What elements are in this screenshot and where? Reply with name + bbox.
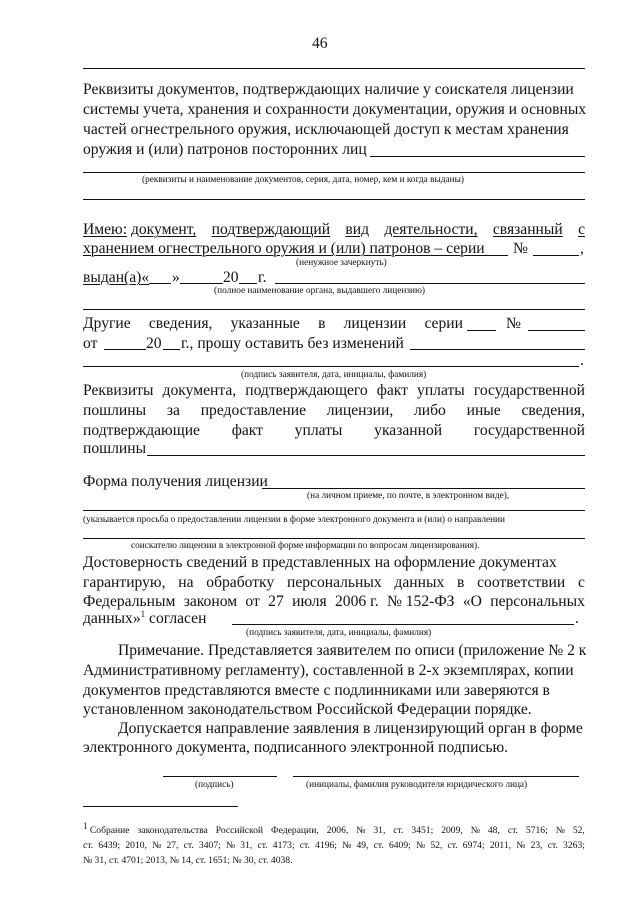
footnote-word: 2010, <box>125 840 147 851</box>
duty-word: государственной <box>473 382 585 399</box>
duty-word: сведения, <box>521 402 585 419</box>
other-series-fill <box>467 330 496 331</box>
footnote-word: законодательства <box>137 825 208 836</box>
footnote-word: 5716; <box>525 825 548 836</box>
footnote-word: ст. <box>183 840 194 851</box>
top-line <box>83 68 585 69</box>
other-year-fill <box>163 349 180 350</box>
consent-period: . <box>575 610 579 627</box>
consent-word: 2006 г. <box>335 593 379 610</box>
other-fill-2 <box>83 366 579 367</box>
duty-line-3 <box>83 423 585 439</box>
requisites-fill-line <box>370 156 585 157</box>
issued-prefix <box>83 270 149 286</box>
duty-word: лицензии, <box>326 402 394 419</box>
consent-word: гарантирую, <box>83 574 166 591</box>
issued-month-fill <box>180 283 223 284</box>
footnote-word: № <box>225 840 236 851</box>
other-word: Другие <box>83 315 131 332</box>
footnote-word: 3407; <box>198 840 221 851</box>
requisites-line-4: оружия и (или) патронов посторонних лиц <box>83 141 367 158</box>
footnote-word: 23, <box>530 840 543 851</box>
have-word: связанный <box>492 221 563 238</box>
have-line-1 <box>83 222 585 238</box>
consent-agree-word: согласен <box>145 610 207 627</box>
other-word: в <box>318 315 326 332</box>
duty-word: иные <box>466 402 501 419</box>
footnote-word: ст. <box>393 825 404 836</box>
consent-word: законом <box>183 593 238 610</box>
duty-word: документа, <box>162 382 237 399</box>
consent-word: в <box>457 574 465 591</box>
issuer-fill <box>275 283 585 284</box>
other-number-sign: № <box>506 315 521 332</box>
duty-word: уплаты <box>294 422 343 439</box>
duty-fill <box>147 455 585 456</box>
have-series-text: хранением огнестрельного оружия и (или) патронов – серии <box>83 240 485 257</box>
other-fill <box>410 349 585 350</box>
footnote-word: № <box>415 840 426 851</box>
footnote-word: № <box>470 825 480 836</box>
footnote-word: ст. <box>257 840 268 851</box>
duty-word: пошлины <box>83 402 147 419</box>
consent-word: на <box>178 574 194 591</box>
footnote-word: 3263; <box>563 840 585 851</box>
footnote-line-2 <box>83 841 585 851</box>
note-line-2: Административному регламенту), составленной в 2-х экземплярах, копии <box>83 662 574 679</box>
consent-line-1: Достоверность сведений в представленных на оформление документах <box>83 554 557 571</box>
footnote-word: ст. <box>299 840 310 851</box>
name-caption: (инициалы, фамилия руководителя юридического лица) <box>306 780 528 790</box>
other-tail: г., прошу оставить без изменений <box>181 335 404 352</box>
footnote-word: 31, <box>240 840 253 851</box>
footnote-word: Российской <box>215 825 264 836</box>
form-fill <box>262 488 585 489</box>
consent-word: № 152-ФЗ <box>386 593 455 610</box>
note-line-6: электронного документа, подписанного электронной подписью. <box>83 739 509 756</box>
consent-word: персональных <box>490 593 585 610</box>
issued-quote-close: » <box>172 269 180 286</box>
footnote-marker: 1 <box>140 608 146 619</box>
form-caption-3: соискателю лицензии в электронной форме информации по вопросам лицензирования). <box>131 541 480 551</box>
duty-word: Реквизиты <box>83 382 154 399</box>
issued-year-suffix: г. <box>258 269 267 286</box>
footnote-word: Собрание <box>89 825 130 837</box>
footnote-word: 6974; <box>462 840 485 851</box>
form-caption-2: (указывается просьба о предоставлении лицензии в форме электронного документа и (или) о направлении <box>83 515 506 525</box>
requisites-line-3: частей огнестрельного оружия, исключающей доступ к местам хранения <box>83 121 569 138</box>
footnote-word: 6439; <box>98 840 121 851</box>
footnote-word: № <box>342 840 352 851</box>
other-word: сведения, <box>148 315 213 332</box>
consent-word: Федеральным <box>83 593 176 610</box>
consent-data-word: данных» <box>83 610 141 627</box>
duty-line-1 <box>83 383 585 399</box>
issued-day-fill <box>149 283 171 284</box>
strike-caption: (ненужное зачеркнуть) <box>296 258 387 268</box>
footnote-word: № <box>555 825 565 836</box>
footnote-word: ст. <box>83 840 94 851</box>
signature-line <box>163 776 277 777</box>
duty-word: факт <box>376 382 408 399</box>
duty-word: предоставление <box>200 402 306 419</box>
duty-word: уплаты <box>417 382 465 399</box>
footnote-word: № <box>152 840 162 851</box>
have-line-2 <box>83 241 485 257</box>
have-word: с <box>578 221 585 238</box>
footnote-separator <box>83 806 238 807</box>
issued-year-fill <box>239 283 257 284</box>
consent-word: июля <box>292 593 327 610</box>
have-word: Имею: <box>83 221 128 238</box>
duty-word: указанной <box>374 422 443 439</box>
page-number: 46 <box>312 35 328 52</box>
footnote-line-3: № 31, ст. 4701; 2013, № 14, ст. 1651; № 30, ст. 4038. <box>83 855 293 866</box>
note-line-1: Примечание. Представляется заявителем по описи (приложение № 2 к <box>118 642 587 659</box>
consent-word: от <box>245 593 260 610</box>
footnote-word: 31, <box>373 825 386 836</box>
issuer-caption: (полное наименование органа, выдавшего лицензию) <box>214 286 426 296</box>
consent-line-4 <box>83 608 207 627</box>
consent-line-3 <box>83 594 585 610</box>
other-period: . <box>580 352 584 369</box>
consent-word: персональных <box>286 574 382 591</box>
footnote-word: № <box>516 840 526 851</box>
footnote-word: 4173; <box>272 840 295 851</box>
other-caption: (подпись заявителя, дата, инициалы, фамилия) <box>241 370 427 380</box>
footnote-word: 6409; <box>388 840 411 851</box>
footnote-word: 52, <box>572 825 585 836</box>
footnote-word: ст. <box>373 840 384 851</box>
duty-word: подтверждающего <box>245 382 368 399</box>
series-fill <box>466 255 508 256</box>
duty-word: факт <box>231 422 263 439</box>
form-caption-1: (на личном приеме, по почте, в электронном виде), <box>307 491 510 501</box>
requisites-fill-line-3 <box>83 199 585 200</box>
have-word: вид <box>345 221 370 238</box>
footnote-mark: 1 <box>83 821 88 831</box>
issued-label: выдан(а)« <box>83 269 150 286</box>
have-word: деятельности, <box>384 221 478 238</box>
duty-word: за <box>166 402 180 419</box>
footnote-word: 3451; <box>411 825 434 836</box>
footnote-word: 2006, <box>326 825 349 836</box>
duty-line-4: пошлины <box>83 440 147 457</box>
name-line <box>293 776 579 777</box>
footnote-word: ст. <box>447 840 458 851</box>
footnote-line-1 <box>83 821 585 837</box>
form-fill-3 <box>83 538 585 539</box>
consent-word: обработку <box>206 574 275 591</box>
note-line-3: документов представляются вместе с подлинниками или заверяются в <box>83 682 550 699</box>
footnote-word: 27, <box>166 840 179 851</box>
footnote-word: № <box>356 825 366 836</box>
have-word: документ, <box>130 221 197 238</box>
duty-line-2 <box>83 403 585 419</box>
consent-caption: (подпись заявителя, дата, инициалы, фамилия) <box>246 628 432 638</box>
duty-word: подтверждающие <box>83 422 200 439</box>
requisites-caption: (реквизиты и наименование документов, серия, дата, номер, кем и когда выданы) <box>142 175 464 185</box>
requisites-fill-line-2 <box>83 172 585 173</box>
footnote-word: 4196; <box>315 840 337 851</box>
footnote-word: 49, <box>356 840 369 851</box>
have-comma: , <box>580 240 584 257</box>
footnote-word: ст. <box>507 825 518 836</box>
footnote-word: ст. <box>547 840 558 851</box>
consent-fill <box>232 624 574 625</box>
other-word: серии <box>424 315 463 332</box>
signature-caption: (подпись) <box>195 780 234 790</box>
form-fill-2 <box>83 510 585 511</box>
consent-word: «О <box>462 593 482 610</box>
footnote-word: Федерации, <box>271 825 319 836</box>
other-number-fill <box>528 330 585 331</box>
form-label: Форма получения лицензии <box>83 473 268 490</box>
other-line-1 <box>83 316 463 332</box>
other-date-fill <box>104 349 146 350</box>
duty-word: государственной <box>473 422 585 439</box>
issued-year-prefix: 20 <box>223 269 239 286</box>
number-sign: № <box>513 240 528 257</box>
consent-word: с <box>578 574 585 591</box>
footnote-word: 2009, <box>441 825 463 836</box>
requisites-line-2: системы учета, хранения и сохранности документации, оружия и основных <box>83 101 587 118</box>
other-year-prefix: 20 <box>146 335 162 352</box>
footnote-word: 52, <box>430 840 443 851</box>
other-from: от <box>83 335 98 352</box>
requisites-line-1: Реквизиты документов, подтверждающих наличие у соискателя лицензии <box>83 81 574 98</box>
consent-word: соответствии <box>477 574 566 591</box>
note-line-5: Допускается направление заявления в лицензирующий орган в форме <box>118 720 583 737</box>
have-word: подтверждающий <box>211 221 331 238</box>
other-word: указанные <box>230 315 300 332</box>
number-fill <box>533 255 579 256</box>
duty-word: либо <box>414 402 446 419</box>
consent-line-2 <box>83 575 585 591</box>
footnote-word: 48, <box>487 825 500 836</box>
consent-word: 27 <box>268 593 284 610</box>
note-line-4: установленном законодательством Российской Федерации порядке. <box>83 701 532 718</box>
consent-word: данных <box>394 574 445 591</box>
footnote-word: 2011, <box>489 840 512 851</box>
issuer-fill-2 <box>83 309 585 310</box>
other-word: лицензии <box>343 315 407 332</box>
